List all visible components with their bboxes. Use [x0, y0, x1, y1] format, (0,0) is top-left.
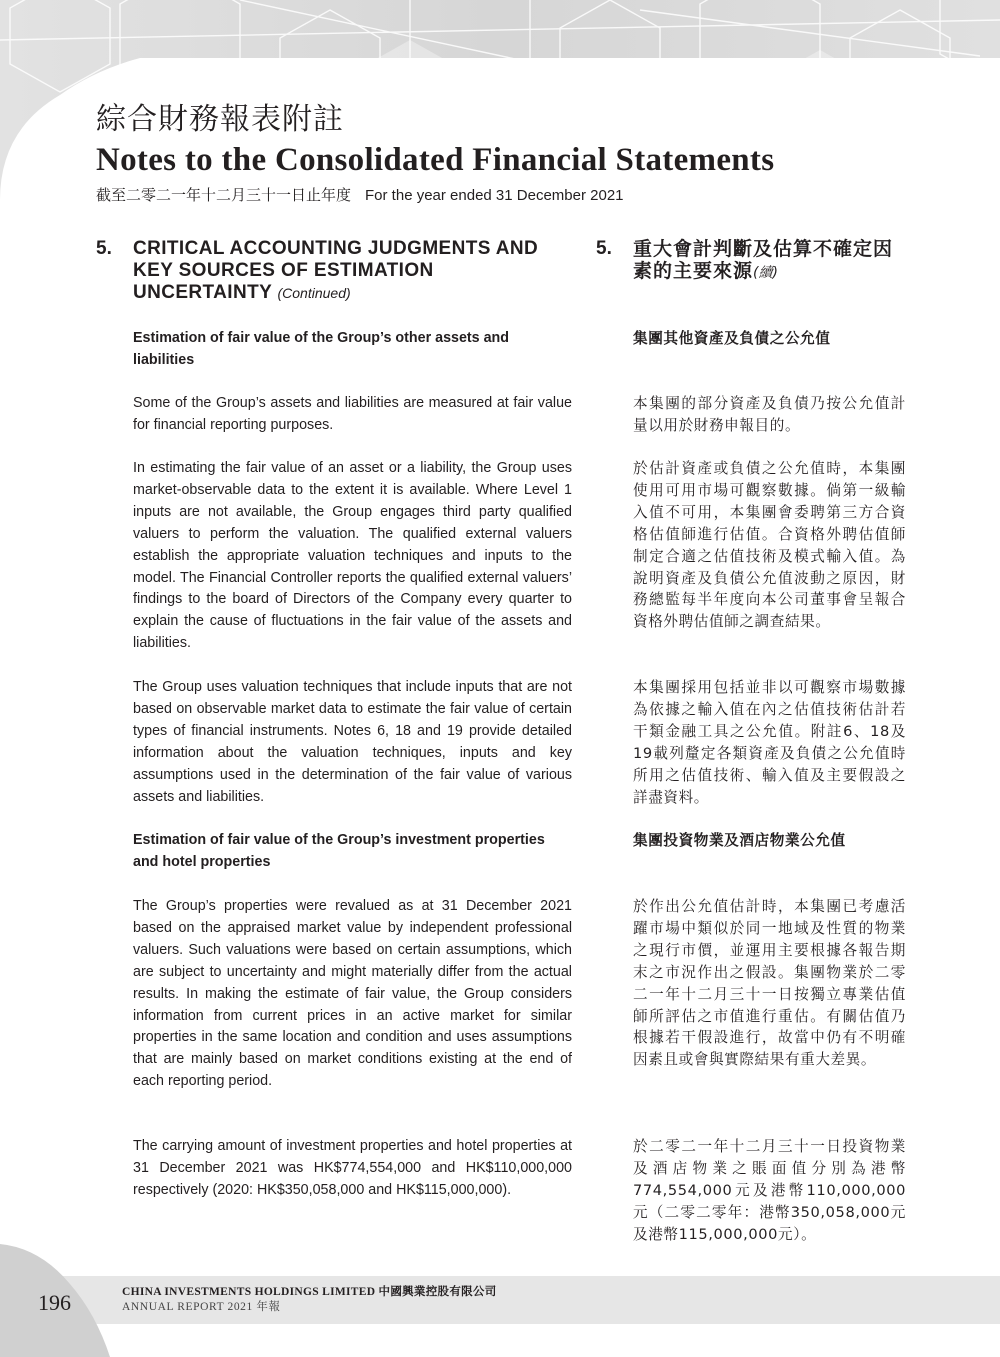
subtitle-chinese: 截至二零二一年十二月三十一日止年度	[96, 187, 352, 204]
footer-text	[122, 1285, 497, 1314]
subtitle-english: For the year ended 31 December 2021	[365, 187, 624, 204]
footer-report-label: ANNUAL REPORT 2021 年報	[122, 1301, 281, 1313]
section-title-chinese-text: 重大會計判斷及估算不確定因素的主要來源	[633, 238, 894, 282]
page-title-english: Notes to the Consolidated Financial Statements	[96, 142, 775, 178]
page-title-chinese: 綜合財務報表附註	[96, 102, 344, 137]
page-header	[96, 100, 916, 206]
section-number-chinese: 5.	[596, 238, 612, 259]
paragraph-valuation-techniques: The Group uses valuation techniques that include inputs that are not based on observable market data to estimate the fair value of certain types of financial instruments. Notes 6, 18 and 19 provide detailed information about the valuation techniques, inputs and key assumptions used in the determination of the fair value of various assets and liabilities.	[133, 679, 572, 805]
subheading-investment-properties: Estimation of fair value of the Group’s investment properties and hotel properties	[133, 832, 545, 870]
continued-label-chinese: (續)	[753, 265, 778, 281]
paragraph-carrying-amount-chinese: 於二零二一年十二月三十一日投資物業及酒店物業之賬面值分別為港幣774,554,000元及港幣110,000,000元（二零二零年：港幣350,058,000元及港幣115,000,000元）。	[633, 1138, 906, 1243]
section-heading-english	[96, 238, 572, 304]
section-heading-chinese	[596, 238, 906, 284]
paragraph-fair-value-measurement: Some of the Group’s assets and liabilities are measured at fair value for financial reporting purposes.	[133, 395, 572, 433]
chinese-column	[596, 238, 906, 1243]
paragraph-properties-revalued-chinese: 於作出公允值估計時，本集團已考慮活躍市場中類似於同一地域及性質的物業之現行市價，並運用主要根據各報告期末之市況作出之假設。集團物業於二零二一年十二月三十一日按獨立專業估值師所評估之市值進行重估。有關估值乃根據若干假設進行，故當中仍有不明確因素且或會與實際結果有重大差異。	[633, 898, 906, 1069]
continued-label: (Continued)	[277, 285, 351, 301]
section-number: 5.	[96, 238, 112, 259]
paragraph-estimating-fair-value: In estimating the fair value of an asset or a liability, the Group uses market-observable data to the extent it is available. Where Level 1 inputs are not available, the Group engages third party qualified valuers to perform the valuation. The qualified external valuers establish the appropriate valuation techniques and inputs to the model. The Financial Controller reports the qualified external valuers’ findings to the board of Directors of the Company every quarter to explain the cause of fluctuations in the fair value of the assets and liabilities.	[133, 460, 572, 652]
paragraph-valuation-techniques-chinese: 本集團採用包括並非以可觀察市場數據為依據之輸入值在內之估值技術估計若干類金融工具之公允值。附註6、18及19載列釐定各類資產及負債之公允值時所用之估值技術、輸入值及主要假設之詳盡資料。	[633, 679, 906, 806]
page-subtitle	[96, 186, 916, 206]
paragraph-properties-revalued: The Group’s properties were revalued as at 31 December 2021 based on the appraised market value by independent professional valuers. Such valuations were based on certain assumptions, which are subject to uncertainty and might materially differ from the actual results. In making the estimate of fair value, the Group considers information from current prices in an active market for similar properties in the same location and condition and uses assumptions that are mainly based on market conditions existing at the end of each reporting period.	[133, 898, 572, 1090]
paragraph-fair-value-measurement-chinese: 本集團的部分資產及負債乃按公允值計量以用於財務申報目的。	[633, 395, 906, 434]
page-number: 196	[38, 1290, 71, 1315]
section-title-english-text: CRITICAL ACCOUNTING JUDGMENTS AND KEY SOURCES OF ESTIMATION UNCERTAINTY	[133, 238, 539, 303]
paragraph-estimating-fair-value-chinese: 於估計資產或負債之公允值時，本集團使用可用市場可觀察數據。倘第一級輸入值不可用，本集團會委聘第三方合資格估值師進行估值。合資格外聘估值師制定合適之估值技術及模式輸入值。為說明資產及負債公允值波動之原因，財務總監每半年度向本公司董事會呈報合資格外聘估值師之調查結果。	[633, 460, 906, 631]
section-title-chinese	[633, 238, 906, 284]
subheading-other-assets: Estimation of fair value of the Group’s other assets and liabilities	[133, 330, 510, 368]
paragraph-carrying-amount: The carrying amount of investment properties and hotel properties at 31 December 2021 was HK$774,554,000 and HK$110,000,000 respectively (2020: HK$350,058,000 and HK$115,000,000).	[133, 1138, 572, 1198]
footer-company-name: CHINA INVESTMENTS HOLDINGS LIMITED 中國興業控股有限公司	[122, 1286, 497, 1298]
english-column	[96, 238, 572, 1198]
subheading-investment-properties-chinese: 集團投資物業及酒店物業公允值	[633, 832, 846, 849]
section-title-english	[133, 238, 572, 304]
subheading-other-assets-chinese: 集團其他資產及負債之公允值	[633, 330, 831, 347]
